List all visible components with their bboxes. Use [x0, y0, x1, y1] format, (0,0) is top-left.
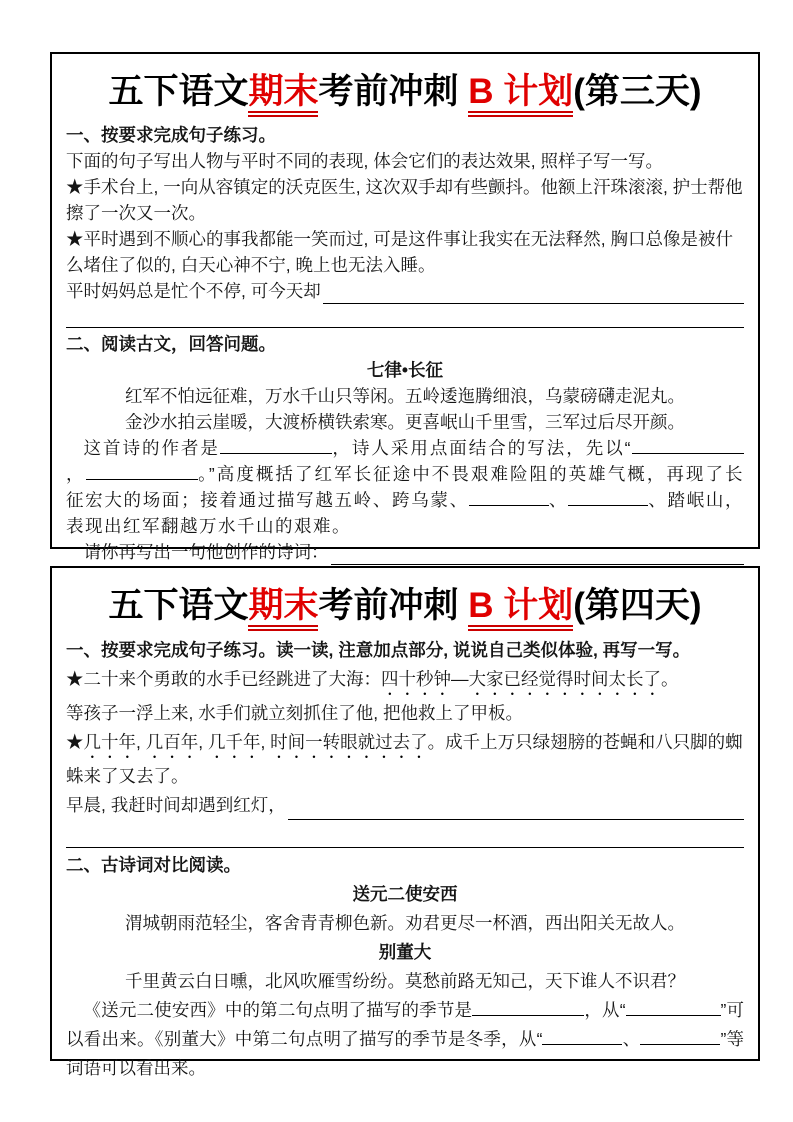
poem-title: 七律•长征	[366, 360, 444, 380]
fill-blank-mountain-1	[469, 489, 549, 506]
example-1-plain: ★二十来个勇敢的水手已经跳进了大海：	[66, 669, 381, 689]
fill-text-1: 这首诗的作者是	[83, 438, 220, 458]
poem-line-1: 红军不怕远征难，万水千山只等闲。五岭逶迤腾细浪，乌蒙磅礴走泥丸。	[125, 386, 685, 406]
prompt-text: 平时妈妈总是忙个不停, 可今天却	[66, 281, 321, 301]
exercise-prompt-line	[66, 791, 744, 820]
poem-line-2: 金沙水拍云崖暖，大渡桥横铁索寒。更喜岷山千里雪，三军过后尽开颜。	[125, 412, 685, 432]
fill-text-6: 、踏岷山，表现出红军翻越万水千山的艰难。	[66, 490, 745, 536]
example-2-emphasized: 几十年, 几百年, 几千年, 时间一转眼就过去了。	[83, 732, 446, 752]
fill-in-paragraph	[66, 996, 744, 1083]
poem-1-line: 渭城朝雨范轻尘，客舍青青柳色新。劝君更尽一杯酒，西出阳关无故人。	[125, 913, 685, 933]
fill-blank-verse-2	[86, 463, 198, 480]
card-body-day4	[66, 636, 744, 1083]
section2-heading: 二、古诗词对比阅读。	[66, 855, 241, 875]
write-poem-blank	[331, 545, 745, 565]
example-2-star: ★	[66, 732, 84, 752]
fill-text-5: ”等词语可以看出来。	[66, 1029, 745, 1078]
poem-2-line: 千里黄云白日曛，北风吹雁雪纷纷。莫愁前路无知己，天下谁人不识君？	[125, 971, 685, 991]
title-text-2: 考前冲刺	[318, 72, 469, 111]
example-sentence-2	[66, 728, 744, 791]
fill-blank-phrase-3	[640, 1028, 720, 1045]
card-title-day4	[66, 578, 744, 628]
fill-blank-phrase-1	[626, 999, 721, 1016]
title-text-1: 五下语文	[108, 72, 249, 111]
poem-1-title: 送元二使安西	[352, 884, 458, 904]
exercise-prompt-line	[66, 278, 744, 304]
fill-blank-phrase-2	[542, 1028, 622, 1045]
fill-blank-mountain-2	[568, 489, 648, 506]
answer-blank	[323, 284, 744, 304]
fill-text-3: ”可以看出来。《别董大》中第二句点明了描写的季节是冬季，从“	[66, 1000, 745, 1049]
fill-text-4: 、	[622, 1029, 641, 1049]
section1-heading: 一、按要求完成句子练习。读一读, 注意加点部分, 说说自己类似体验, 再写一写。	[66, 640, 691, 660]
fill-blank-season	[472, 999, 584, 1016]
title-text-2: 考前冲刺	[318, 586, 469, 625]
answer-writing-line	[66, 820, 744, 848]
example-sentence-1: ★手术台上, 一向从容镇定的沃克医生, 这次双手却有些颤抖。他额上汗珠滚滚, 护士帮他擦了一次又一次。	[66, 177, 743, 223]
fill-text-1: 《送元二使安西》中的第二句点明了描写的季节是	[83, 1000, 473, 1020]
worksheet-card-day3	[50, 52, 760, 562]
example-2-plain: 成千上万只绿翅膀的苍蝇和八只脚的蜘蛛来了又去了。	[66, 732, 743, 786]
fill-text-3: ，	[66, 464, 86, 484]
title-highlight-qimo: 期末	[248, 72, 318, 117]
prompt-text: 早晨, 我赶时间却遇到红灯，	[66, 795, 286, 815]
title-highlight-plan-b: B 计划	[468, 586, 573, 631]
card-body-day3	[66, 122, 744, 565]
section1-intro: 下面的句子写出人物与平时不同的表现, 体会它们的表达效果, 照样子写一写。	[66, 151, 663, 171]
example-1-emphasized: 四十秒钟—大家已经觉得时间太长了。	[381, 669, 679, 689]
write-poem-prompt-line	[66, 539, 744, 565]
fill-text-5: 、	[548, 490, 569, 510]
write-poem-prompt: 请你再写出一句他创作的诗词：	[83, 542, 329, 562]
section2-heading: 二、阅读古文，回答问题。	[66, 334, 276, 354]
title-text-3: (第四天)	[573, 586, 702, 625]
title-highlight-qimo: 期末	[248, 586, 318, 631]
worksheet-card-day4	[50, 566, 760, 1078]
example-sentence-2: ★平时遇到不顺心的事我都能一笑而过, 可是这件事让我实在无法释然, 胸口总像是被什么堵住了似的, 白天心神不宁, 晚上也无法入睡。	[66, 229, 733, 275]
title-highlight-plan-b: B 计划	[468, 72, 573, 117]
title-text-1: 五下语文	[108, 586, 249, 625]
section1-heading: 一、按要求完成句子练习。	[66, 125, 276, 145]
fill-in-paragraph	[66, 435, 744, 539]
title-text-3: (第三天)	[573, 72, 702, 111]
answer-blank	[288, 800, 744, 820]
example-sentence-1	[66, 665, 744, 699]
fill-blank-author	[220, 437, 332, 454]
answer-writing-line	[66, 304, 744, 328]
fill-blank-verse-1	[632, 437, 744, 454]
poem-2-title: 别董大	[378, 942, 432, 962]
example-sentence-1-cont: 等孩子一浮上来, 水手们就立刻抓住了他, 把他救上了甲板。	[66, 703, 523, 723]
fill-text-2: ，诗人采用点面结合的写法，先以“	[331, 438, 633, 458]
fill-text-4: 。”高度概括了红军长征途中不畏艰难险阻的英雄气概，再现了长征宏大的场面；接着通过描写越五岭、跨乌蒙、	[66, 464, 745, 510]
fill-text-2: ，从“	[584, 1000, 626, 1020]
card-title-day3	[66, 64, 744, 114]
